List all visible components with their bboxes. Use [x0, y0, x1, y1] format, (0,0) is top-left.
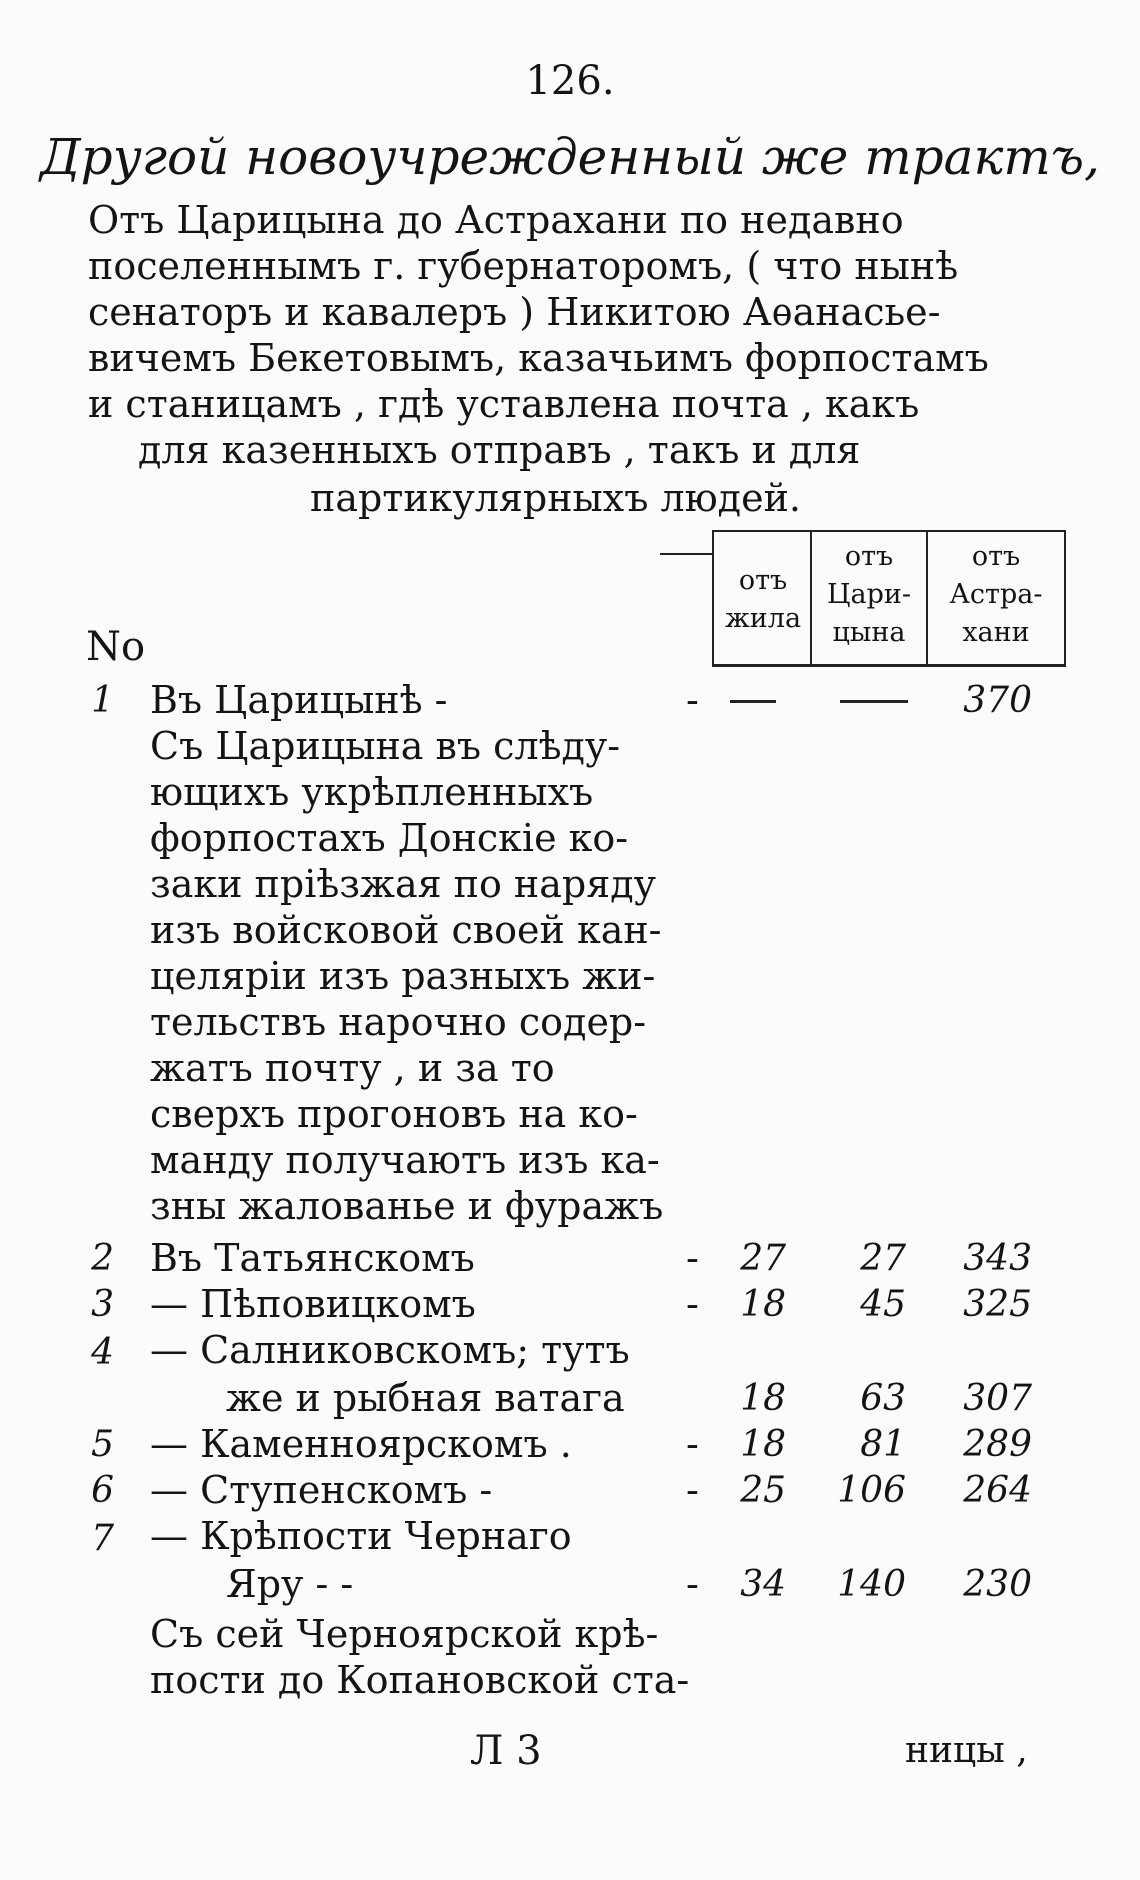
distance-from-zhila: 27	[740, 1238, 786, 1279]
number-column-label: No	[86, 624, 146, 670]
note-line: манду получаютъ изъ ка-	[150, 1138, 660, 1182]
note-line: сверхъ прогоновъ на ко-	[150, 1092, 638, 1136]
row-dash: -	[686, 678, 699, 722]
tail-line: Съ сей Черноярской крѣ-	[150, 1612, 659, 1656]
note-line: целяріи изъ разныхъ жи-	[150, 954, 656, 998]
distance-from-tsaritsyn: 63	[860, 1378, 906, 1419]
catchword: ницы ,	[905, 1730, 1028, 1771]
station-name: — Пѣповицкомъ	[150, 1282, 476, 1326]
station-name: Въ Татьянскомъ	[150, 1236, 475, 1280]
column-divider	[1064, 532, 1066, 664]
signature-mark: Л 3	[470, 1728, 542, 1774]
distance-from-zhila: 18	[740, 1424, 786, 1465]
header-from-astrakhan: отъ Астра- хани	[949, 541, 1043, 648]
distance-from-tsaritsyn: 27	[860, 1238, 906, 1279]
column-divider	[712, 532, 714, 664]
note-line: ющихъ укрѣпленныхъ	[150, 770, 594, 814]
distance-from-tsaritsyn: 45	[860, 1284, 906, 1325]
distance-from-zhila: 18	[740, 1284, 786, 1325]
note-line: тельствъ нарочно содер-	[150, 1000, 647, 1044]
row-number: 6	[91, 1470, 114, 1511]
row-dash: -	[686, 1562, 699, 1606]
distance-from-astrakhan: 264	[963, 1470, 1032, 1511]
note-line: заки пріѣзжая по наряду	[150, 862, 656, 906]
empty-cell-dash	[840, 700, 908, 703]
distance-from-astrakhan: 289	[963, 1424, 1032, 1465]
distance-from-zhila: 34	[740, 1564, 786, 1605]
distance-from-astrakhan: 307	[963, 1378, 1032, 1419]
row-number: 4	[91, 1332, 114, 1373]
page-number: 126.	[525, 58, 615, 104]
intro-line: и станицамъ , гдѣ уставлена почта , какъ	[88, 382, 920, 426]
row-number: 7	[91, 1518, 114, 1559]
distance-from-tsaritsyn: 81	[860, 1424, 906, 1465]
distance-from-tsaritsyn: 140	[837, 1564, 906, 1605]
row-dash: -	[686, 1282, 699, 1326]
row-dash: -	[686, 1422, 699, 1466]
note-line: Съ Царицына въ слѣду-	[150, 724, 621, 768]
distance-from-tsaritsyn: 106	[837, 1470, 906, 1511]
intro-line: поселеннымъ г. губернаторомъ, ( что нынѣ	[88, 244, 959, 288]
section-heading: Другой новоучрежденный же трактъ,	[40, 128, 1100, 186]
row-number: 2	[91, 1238, 114, 1279]
station-name-continued: Яру - -	[226, 1562, 354, 1606]
intro-line: Отъ Царицына до Астрахани по недавно	[88, 198, 904, 242]
row-dash: -	[686, 1236, 699, 1280]
distance-from-astrakhan: 325	[963, 1284, 1032, 1325]
distance-from-zhila: 25	[740, 1470, 786, 1511]
tail-line: пости до Копановской ста-	[150, 1658, 690, 1702]
station-name: — Ступенскомъ -	[150, 1468, 493, 1512]
note-line: форпостахъ Донскіе ко-	[150, 816, 629, 860]
note-line: изъ войсковой своей кан-	[150, 908, 662, 952]
distance-from-astrakhan: 230	[963, 1564, 1032, 1605]
distance-from-astrakhan: 343	[963, 1238, 1032, 1279]
header-leader-rule	[660, 553, 712, 555]
row-dash: -	[686, 1468, 699, 1512]
header-from-tsaritsyn: отъ Цари- цына	[826, 541, 912, 648]
distance-from-astrakhan: 370	[963, 680, 1032, 721]
row-number: 5	[91, 1424, 114, 1465]
station-name: Въ Царицынѣ -	[150, 678, 448, 722]
note-line: жатъ почту , и за то	[150, 1046, 555, 1090]
station-name: — Салниковскомъ; тутъ	[150, 1328, 630, 1372]
station-name: — Крѣпости Чернаго	[150, 1514, 572, 1558]
intro-line: для казенныхъ отправъ , такъ и для	[138, 428, 861, 472]
station-name: — Каменноярскомъ .	[150, 1422, 572, 1466]
intro-line: партикулярныхъ людей.	[310, 476, 801, 520]
note-line: зны жалованье и фуражъ	[150, 1184, 664, 1228]
intro-line: вичемъ Бекетовымъ, казачьимъ форпостамъ	[88, 336, 989, 380]
station-name-continued: же и рыбная ватага	[226, 1376, 625, 1420]
row-number: 1	[91, 680, 114, 721]
distance-from-zhila: 18	[740, 1378, 786, 1419]
header-from-zhila: отъ жила	[724, 565, 802, 634]
table-header	[712, 530, 1066, 667]
row-number: 3	[91, 1284, 114, 1325]
empty-cell-dash	[730, 700, 776, 703]
intro-line: сенаторъ и кавалеръ ) Никитою Аѳанасье-	[88, 290, 941, 334]
